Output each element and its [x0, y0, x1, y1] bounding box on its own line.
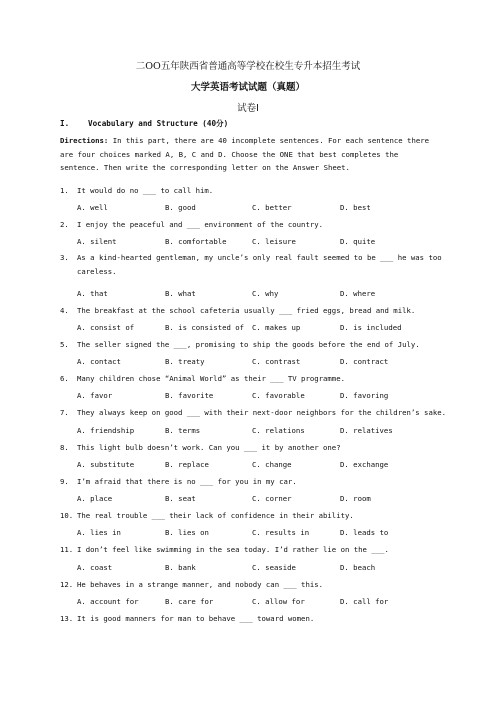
question-number: 2. [60, 220, 69, 229]
question-number: 8. [60, 443, 69, 452]
question-11 [60, 545, 389, 554]
question-text: He behaves in a strange manner, and nobody can ___ this. [77, 580, 324, 589]
question-number: 7. [60, 408, 69, 417]
option-a: A. substitute [77, 460, 135, 469]
option-a: A. favor [77, 391, 113, 400]
question-13 [60, 614, 314, 623]
question-number: 13. [60, 614, 74, 623]
question-number: 9. [60, 477, 69, 486]
exam-subtitle: 大学英语考试试题（真题） [190, 82, 305, 93]
option-b: B. terms [165, 426, 201, 435]
option-d: D. contract [340, 357, 389, 366]
option-c: C. seaside [252, 563, 296, 572]
option-b: B. comfortable [165, 237, 227, 246]
option-c: C. leisure [252, 237, 296, 246]
question-number: 6. [60, 374, 69, 383]
question-number: 12. [60, 580, 74, 589]
option-b: B. good [165, 203, 196, 212]
question-text: It is good manners for man to behave ___ toward women. [77, 614, 315, 623]
option-a: A. well [77, 203, 108, 212]
option-b: B. care for [165, 597, 214, 606]
question-text: I’m afraid that there is no ___ for you in my car. [77, 477, 297, 486]
option-b: B. favorite [165, 391, 214, 400]
question-text: The breakfast at the school cafeteria usually ___ fried eggs, bread and milk. [77, 306, 416, 315]
question-text: It would do no ___ to call him. [77, 186, 214, 195]
question-text: Many children chose “Animal World” as their ___ TV programme. [77, 374, 345, 383]
option-a: A. silent [77, 237, 117, 246]
paper-label: 试卷Ⅰ [237, 103, 259, 114]
option-d: D. favoring [340, 391, 389, 400]
question-text: The real trouble ___ their lack of confidence in their ability. [77, 511, 354, 520]
exam-title: 二OO五年陕西省普通高等学校在校生专升本招生考试 [135, 61, 361, 72]
section-heading [60, 118, 228, 129]
question-text: The seller signed the ___, promising to ship the goods before the end of July. [77, 340, 420, 349]
question-6 [60, 374, 345, 383]
question-number: 5. [60, 340, 69, 349]
question-3 [60, 251, 442, 278]
option-c: C. contrast [252, 357, 301, 366]
option-c: C. makes up [252, 323, 301, 332]
option-c: C. relations [252, 426, 305, 435]
question-number: 11. [60, 545, 74, 554]
option-a: A. that [77, 289, 108, 298]
option-a: A. friendship [77, 426, 135, 435]
option-b: B. bank [165, 563, 196, 572]
directions-label: Directions: [60, 136, 109, 145]
question-4 [60, 306, 415, 315]
question-number: 10. [60, 511, 74, 520]
option-c: C. why [252, 289, 279, 298]
question-text: This light bulb doesn’t work. Can you ___ it by another one? [77, 443, 341, 452]
option-a: A. contact [77, 357, 121, 366]
option-b: B. treaty [165, 357, 205, 366]
section-title: Vocabulary and Structure (40分) [88, 119, 229, 128]
question-text: I don’t feel like swimming in the sea today. I’d rather lie on the ___. [77, 545, 389, 554]
option-d: D. quite [340, 237, 376, 246]
question-2 [60, 220, 323, 229]
question-number: 3. [60, 253, 69, 262]
question-7 [60, 408, 446, 417]
question-12 [60, 580, 323, 589]
option-c: C. better [252, 203, 292, 212]
question-1 [60, 186, 213, 195]
option-a: A. consist of [77, 323, 135, 332]
question-number: 1. [60, 186, 69, 195]
option-a: A. coast [77, 563, 113, 572]
option-c: C. favorable [252, 391, 305, 400]
option-a: A. account for [77, 597, 139, 606]
option-d: D. leads to [340, 528, 389, 537]
option-d: D. where [340, 289, 376, 298]
option-c: C. allow for [252, 597, 305, 606]
option-b: B. lies on [165, 528, 209, 537]
option-a: A. place [77, 494, 113, 503]
option-c: C. results in [252, 528, 310, 537]
option-d: D. call for [340, 597, 389, 606]
section-number: I. [60, 119, 70, 128]
option-b: B. replace [165, 460, 209, 469]
directions [60, 134, 440, 175]
option-d: D. is included [340, 323, 402, 332]
option-c: C. corner [252, 494, 292, 503]
option-d: D. relatives [340, 426, 393, 435]
option-c: C. change [252, 460, 292, 469]
question-number: 4. [60, 306, 69, 315]
option-d: D. best [340, 203, 371, 212]
option-d: D. exchange [340, 460, 389, 469]
question-text: I enjoy the peaceful and ___ environment of the country. [77, 220, 324, 229]
question-9 [60, 477, 297, 486]
option-b: B. what [165, 289, 196, 298]
option-d: D. room [340, 494, 371, 503]
question-8 [60, 443, 341, 452]
option-b: B. seat [165, 494, 196, 503]
question-10 [60, 511, 354, 520]
directions-text: In this part, there are 40 incomplete sentences. For each sentence there are four choices marked A, B, C and D. Choose the ONE that best completes the sentence. Then write the corresponding letter on the Answer Sheet. [60, 136, 430, 172]
option-a: A. lies in [77, 528, 121, 537]
option-d: D. beach [340, 563, 376, 572]
question-text: They always keep on good ___ with their next-door neighbors for the children’s sake. [77, 408, 447, 417]
question-text: As a kind-hearted gentleman, my uncle’s only real fault seemed to be ___ he was too careless. [77, 253, 442, 276]
option-b: B. is consisted of [165, 323, 245, 332]
question-5 [60, 340, 420, 349]
